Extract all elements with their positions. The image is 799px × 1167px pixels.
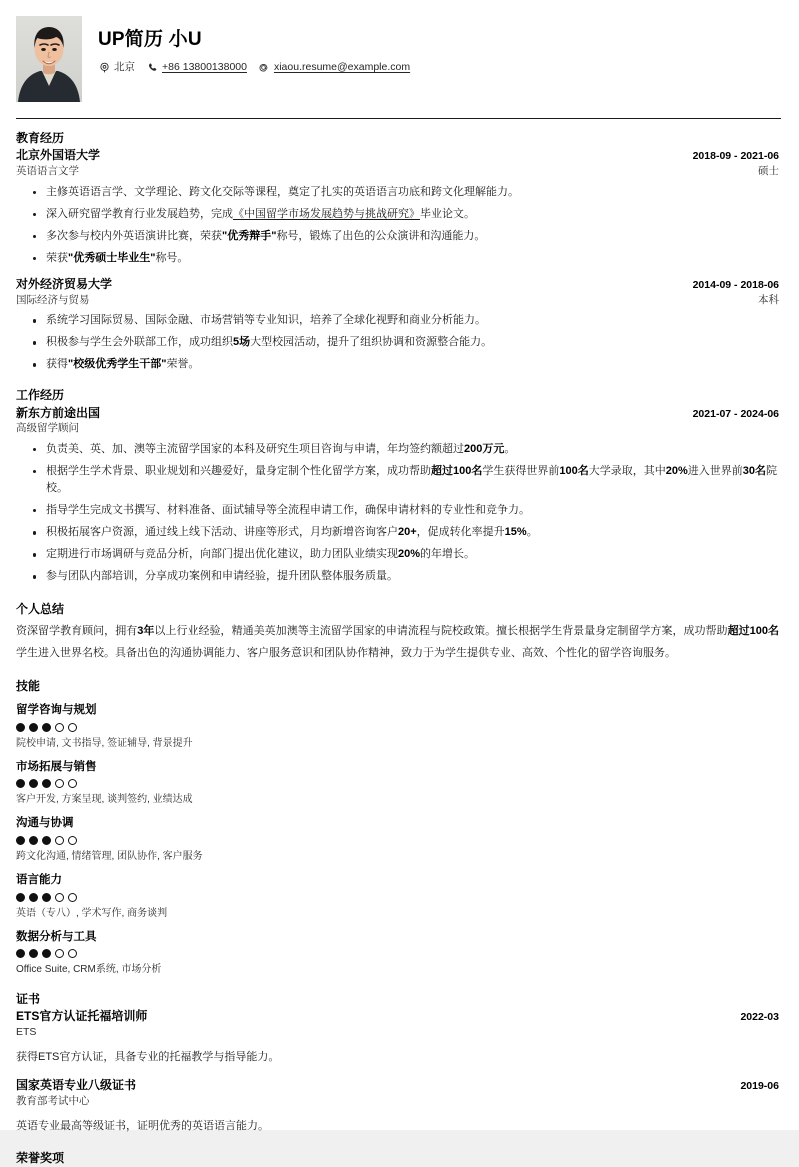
summary-text: 资深留学教育顾问，拥有3年以上行业经验，精通美英加澳等主流留学国家的申请流程与院校政策。擅长根据学生背景量身定制留学方案，成功帮助超过100名学生进入世界名校。具备出色的沟通协调能力、客户服务意识和团队协作精神，致力于为学生提供专业、高效、个性化的留学咨询服务。 bbox=[16, 624, 779, 659]
skill-dot bbox=[16, 779, 25, 788]
certificate-item bbox=[16, 1008, 779, 1065]
work-role: 高级留学顾问 bbox=[16, 422, 79, 435]
certificate-name: ETS官方认证托福培训师 bbox=[16, 1009, 148, 1024]
list-item: 深入研究留学教育行业发展趋势，完成《中国留学市场发展趋势与挑战研究》毕业论文。 bbox=[16, 206, 779, 223]
page-title: UP简历 小U bbox=[98, 29, 202, 50]
location-pin-icon bbox=[98, 61, 110, 73]
education-major: 国际经济与贸易 bbox=[16, 293, 90, 306]
phone-icon bbox=[146, 61, 158, 73]
phone-link[interactable]: +86 13800138000 bbox=[162, 60, 247, 73]
contact-list bbox=[98, 61, 779, 74]
at-email-icon bbox=[258, 61, 270, 73]
education-date: 2018-09 - 2021-06 bbox=[692, 150, 779, 163]
skill-dot bbox=[55, 779, 64, 788]
list-item: 参与团队内部培训，分享成功案例和申请经验，提升团队整体服务质量。 bbox=[16, 568, 779, 585]
education-org: 北京外国语大学 bbox=[16, 148, 101, 163]
education-degree: 硕士 bbox=[758, 164, 779, 177]
skill-name: 语言能力 bbox=[16, 873, 62, 886]
section-title-certificates: 证书 bbox=[16, 992, 41, 1007]
portrait-photo bbox=[16, 16, 82, 102]
contact-email[interactable] bbox=[258, 61, 410, 74]
list-item: 获得"校级优秀学生干部"荣誉。 bbox=[16, 356, 779, 373]
education-date: 2014-09 - 2018-06 bbox=[692, 278, 779, 291]
skill-item bbox=[16, 872, 779, 921]
skill-dot bbox=[16, 949, 25, 958]
skill-dot bbox=[29, 949, 38, 958]
work-bullets bbox=[16, 441, 779, 585]
skill-level-dots bbox=[16, 779, 779, 788]
education-degree: 本科 bbox=[758, 293, 779, 306]
skill-dot bbox=[68, 893, 77, 902]
skill-dot bbox=[42, 836, 51, 845]
skill-level-dots bbox=[16, 949, 779, 958]
skill-level-dots bbox=[16, 723, 779, 732]
section-awards bbox=[16, 1150, 779, 1166]
education-bullets bbox=[16, 184, 779, 267]
work-date: 2021-07 - 2024-06 bbox=[692, 407, 779, 420]
list-item: 积极参与学生会外联部工作，成功组织5场大型校园活动，提升了组织协调和资源整合能力。 bbox=[16, 334, 779, 351]
skill-dot bbox=[55, 836, 64, 845]
skill-dot bbox=[42, 779, 51, 788]
section-skills bbox=[16, 678, 779, 978]
skill-dot bbox=[68, 949, 77, 958]
skill-dot bbox=[29, 836, 38, 845]
education-major: 英语语言文学 bbox=[16, 164, 79, 177]
skill-name: 数据分析与工具 bbox=[16, 930, 97, 943]
skill-dot bbox=[42, 893, 51, 902]
education-org: 对外经济贸易大学 bbox=[16, 276, 113, 291]
skill-detail: 跨文化沟通, 情绪管理, 团队协作, 客户服务 bbox=[16, 850, 203, 862]
skill-detail: Office Suite, CRM系统, 市场分析 bbox=[16, 964, 162, 976]
education-entry bbox=[16, 147, 779, 267]
skill-dot bbox=[16, 836, 25, 845]
skill-item bbox=[16, 929, 779, 978]
skill-dot bbox=[29, 893, 38, 902]
contact-location bbox=[98, 61, 135, 74]
skill-item bbox=[16, 759, 779, 808]
skill-detail: 客户开发, 方案呈现, 谈判签约, 业绩达成 bbox=[16, 794, 193, 806]
list-item: 系统学习国际贸易、国际金融、市场营销等专业知识，培养了全球化视野和商业分析能力。 bbox=[16, 312, 779, 329]
section-title-work: 工作经历 bbox=[16, 388, 65, 403]
skill-dot bbox=[68, 723, 77, 732]
resume-header bbox=[0, 0, 799, 102]
skill-dot bbox=[68, 836, 77, 845]
education-entry bbox=[16, 276, 779, 374]
skill-detail: 院校申请, 文书指导, 签证辅导, 背景提升 bbox=[16, 737, 193, 749]
section-title-education: 教育经历 bbox=[16, 131, 65, 145]
email-link[interactable]: xiaou.resume@example.com bbox=[273, 60, 411, 73]
work-entry bbox=[16, 405, 779, 586]
skill-dot bbox=[16, 893, 25, 902]
skill-dot bbox=[55, 949, 64, 958]
list-item: 负责美、英、加、澳等主流留学国家的本科及研究生项目咨询与申请，年均签约额超过200万元。 bbox=[16, 441, 779, 458]
work-company: 新东方前途出国 bbox=[16, 405, 101, 420]
contact-phone[interactable] bbox=[146, 61, 247, 74]
section-title-awards: 荣誉奖项 bbox=[16, 1151, 65, 1166]
certificate-date: 2022-03 bbox=[740, 1011, 779, 1024]
list-item: 指导学生完成文书撰写、材料准备、面试辅导等全流程申请工作，确保申请材料的专业性和竞争力。 bbox=[16, 502, 779, 519]
skill-dot bbox=[68, 779, 77, 788]
skill-item bbox=[16, 702, 779, 751]
certificate-date: 2019-06 bbox=[740, 1080, 779, 1093]
list-item: 积极拓展客户资源，通过线上线下活动、讲座等形式，月均新增咨询客户20+，促成转化率提升15%。 bbox=[16, 524, 779, 541]
skill-level-dots bbox=[16, 893, 779, 902]
certificate-issuer: ETS bbox=[16, 1026, 37, 1039]
list-item: 主修英语语言学、文学理论、跨文化交际等课程，奠定了扎实的英语语言功底和跨文化理解能力。 bbox=[16, 184, 779, 201]
skill-name: 市场拓展与销售 bbox=[16, 760, 97, 773]
skill-dot bbox=[29, 723, 38, 732]
list-item: 定期进行市场调研与竞品分析，向部门提出优化建议，助力团队业绩实现20%的年增长。 bbox=[16, 546, 779, 563]
list-item: 根据学生学术背景、职业规划和兴趣爱好，量身定制个性化留学方案，成功帮助超过100名学生获得世界前100名大学录取，其中20%进入世界前30名院校。 bbox=[16, 463, 779, 497]
header-text-block bbox=[82, 16, 779, 73]
section-title-skills: 技能 bbox=[16, 678, 41, 693]
skill-dot bbox=[42, 723, 51, 732]
resume-body bbox=[0, 119, 799, 1167]
section-work bbox=[16, 387, 779, 585]
skill-dot bbox=[16, 723, 25, 732]
section-education bbox=[16, 130, 779, 373]
list-item: 荣获"优秀硕士毕业生"称号。 bbox=[16, 250, 779, 267]
skill-dot bbox=[29, 779, 38, 788]
skill-level-dots bbox=[16, 836, 779, 845]
education-bullets bbox=[16, 312, 779, 373]
skill-name: 留学咨询与规划 bbox=[16, 703, 97, 716]
section-summary bbox=[16, 601, 779, 663]
certificate-desc: 获得ETS官方认证，具备专业的托福教学与指导能力。 bbox=[16, 1050, 280, 1063]
skill-item bbox=[16, 815, 779, 864]
certificate-desc: 英语专业最高等级证书，证明优秀的英语语言能力。 bbox=[16, 1119, 269, 1132]
skill-name: 沟通与协调 bbox=[16, 817, 74, 830]
section-title-summary: 个人总结 bbox=[16, 602, 65, 617]
certificate-item bbox=[16, 1077, 779, 1134]
certificate-name: 国家英语专业八级证书 bbox=[16, 1078, 137, 1093]
certificate-issuer: 教育部考试中心 bbox=[16, 1095, 90, 1108]
skill-dot bbox=[42, 949, 51, 958]
list-item: 多次参与校内外英语演讲比赛，荣获"优秀辩手"称号，锻炼了出色的公众演讲和沟通能力。 bbox=[16, 228, 779, 245]
skill-dot bbox=[55, 893, 64, 902]
section-certificates bbox=[16, 991, 779, 1134]
location-text: 北京 bbox=[114, 60, 135, 73]
skill-detail: 英语（专八）, 学术写作, 商务谈判 bbox=[16, 907, 168, 919]
skill-dot bbox=[55, 723, 64, 732]
